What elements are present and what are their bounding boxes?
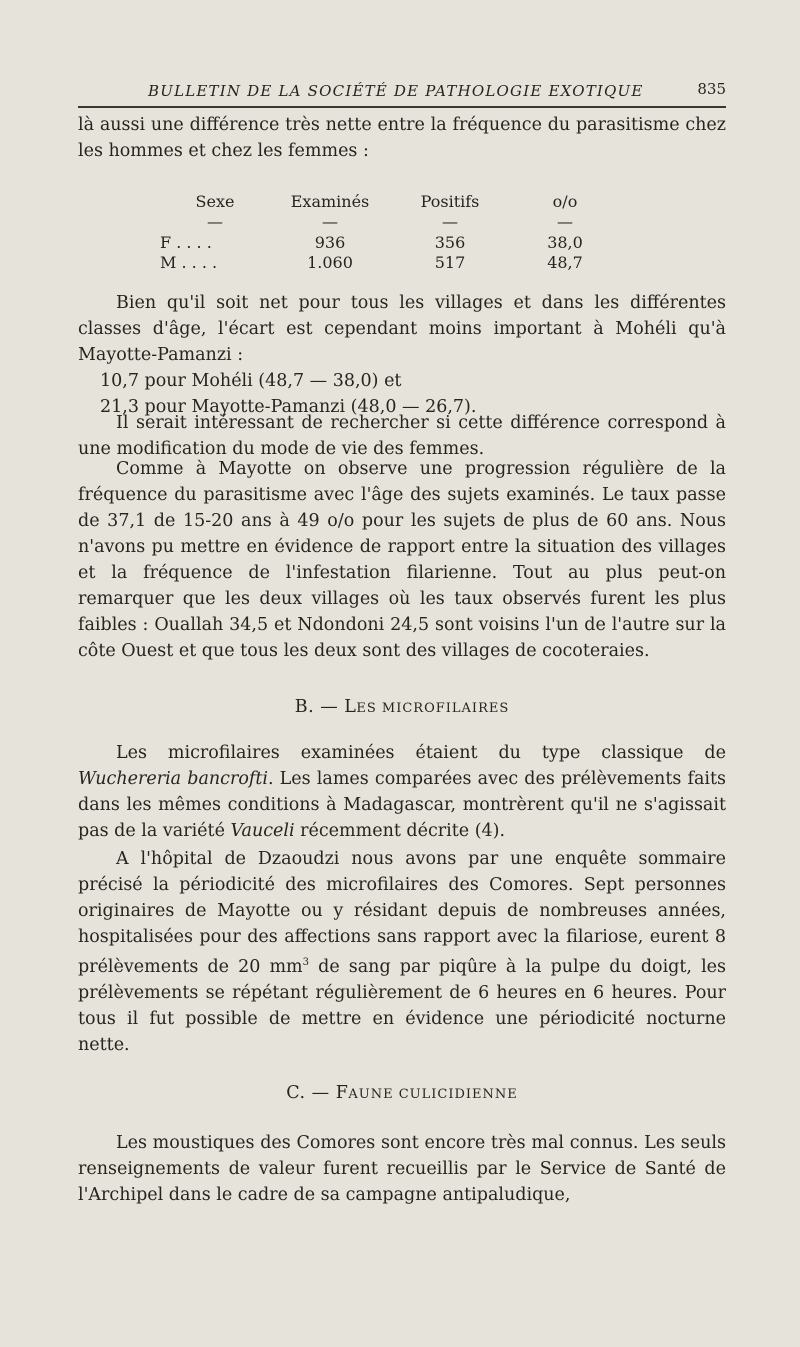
table-cell-positive: 517 (434, 252, 466, 272)
column-header-percent: o/o (552, 191, 578, 211)
text-run: de sang par piqûre à la pulpe du doigt, les prélèvements se répétant régulièrement de 6 heures en 6 heures. Pour tous il fut possible de mettre en évidence une périodicité nocturne nette. (78, 956, 727, 1055)
paragraph-hypothesis: Il serait intéressant de rechercher si cette différence correspond à une modification du mode de vie des femmes. (78, 413, 726, 459)
dash: — (207, 212, 223, 231)
paragraph-periodicite (78, 846, 726, 1058)
dash: — (442, 212, 458, 231)
text-run: Les microfilaires examinées étaient du type classique de (116, 743, 726, 763)
list-item: 21,3 pour Mayotte-Pamanzi (48,0 — 26,7). (100, 397, 477, 417)
table-cell-sex: M . . . . (160, 252, 218, 272)
superscript: 3 (302, 957, 310, 968)
column-header-positifs: Positifs (420, 191, 480, 211)
heading-prefix: C. — F (286, 1083, 349, 1103)
text-run: . Les lames comparées avec des prélèvements faits dans les mêmes conditions à Madagascar, montrèrent qu'il ne s'agissait pas de la variété (78, 769, 726, 841)
heading-smallcaps: AUNE CULICIDIENNE (348, 1087, 518, 1102)
heading-smallcaps: ES MICROFILAIRES (356, 701, 510, 716)
variety-name: Vauceli (230, 821, 295, 841)
parasitism-table (160, 190, 620, 272)
table-header-row (160, 190, 620, 212)
section-heading-c (78, 1083, 726, 1103)
paragraph-moustiques: Les moustiques des Comores sont encore très mal connus. Les seuls renseignements de valeur furent recueillis par le Service de Santé de l'Archipel dans le cadre de sa campagne antipaludique, (78, 1133, 726, 1205)
paragraph-intro: là aussi une différence très nette entre la fréquence du parasitisme chez les hommes et chez les femmes : (78, 115, 726, 161)
paragraph-text: Bien qu'il soit net pour tous les villages et dans les différentes classes d'âge, l'écart est cependant moins important à Mohéli qu'à Mayotte-Pamanzi : (78, 293, 726, 365)
page-number: 835 (697, 80, 726, 98)
list-item: 10,7 pour Mohéli (48,7 — 38,0) et (100, 371, 402, 391)
table-cell-examined: 936 (314, 232, 346, 252)
table-cell-examined: 1.060 (307, 252, 353, 272)
paragraph-progression: Comme à Mayotte on observe une progression régulière de la fréquence du parasitisme avec l'âge des sujets examinés. Le taux passe de 37,1 de 15-20 ans à 49 o/o pour les sujets de plus de 60 ans. Nous n'avons pu mettre en évidence de rapport entre la situation des villages et la fréquence de l'infestation filarienne. Tout au plus peut-on remarquer que les deux villages où les taux observés furent les plus faibles : Ouallah 34,5 et Ndondoni 24,5 sont voisins l'un de l'autre sur la côte Ouest et que tous les deux sont des villages de cocoteraies. (78, 459, 726, 661)
table-cell-percent: 48,7 (547, 252, 583, 272)
section-heading-b (78, 697, 726, 717)
column-header-examines: Examinés (290, 191, 370, 211)
dash: — (557, 212, 573, 231)
heading-prefix: B. — L (294, 697, 357, 717)
table-cell-percent: 38,0 (547, 232, 583, 252)
text-run: récemment décrite (4). (294, 821, 506, 841)
text-run: A l'hôpital de Dzaoudzi nous avons par une enquête sommaire précisé la périodicité des microfilaires des Comores. Sept personnes originaires de Mayotte ou y résidant depuis de nombreuses années, hospitalisées pour des affections sans rapport avec la filariose, eurent 8 prélèvements de 20 mm (78, 849, 726, 977)
dash: — (322, 212, 338, 231)
table-row (160, 232, 620, 252)
journal-title: BULLETIN DE LA SOCIÉTÉ DE PATHOLOGIE EXOTIQUE (148, 82, 644, 100)
column-header-sexe: Sexe (195, 191, 235, 211)
paragraph-microfilaires (78, 740, 726, 844)
paragraph-difference (78, 290, 726, 420)
table-cell-sex: F . . . . (160, 232, 212, 252)
table-cell-positive: 356 (434, 232, 466, 252)
running-header (78, 80, 726, 108)
table-dash-row (160, 212, 620, 232)
table-row (160, 252, 620, 272)
species-name: Wuchereria bancrofti (78, 769, 268, 789)
